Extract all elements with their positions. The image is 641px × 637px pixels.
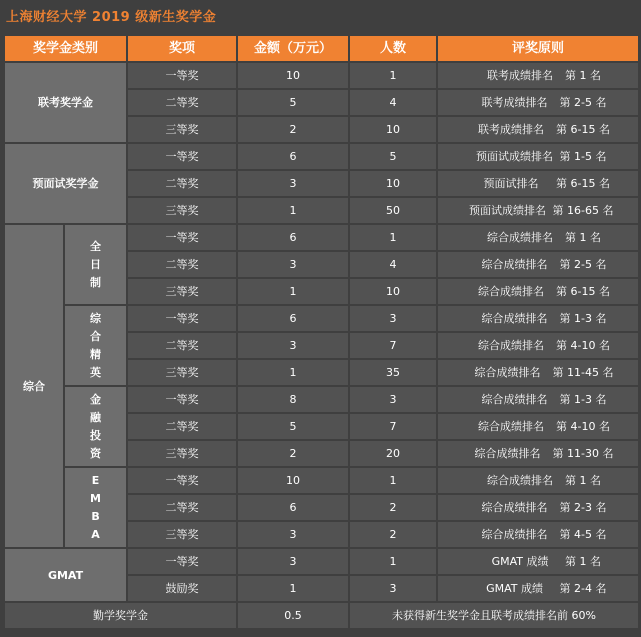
table-header-row [5, 36, 638, 61]
count-cell: 1 [350, 63, 436, 88]
amount-cell: 5 [238, 90, 348, 115]
table-row [5, 468, 638, 493]
header-award: 奖项 [128, 36, 236, 61]
header-count: 人数 [350, 36, 436, 61]
footer-note: 未获得新生奖学金且联考成绩排名前 60% [350, 603, 638, 628]
award-cell: 三等奖 [128, 441, 236, 466]
amount-cell: 2 [238, 117, 348, 142]
basis-cell: 预面试排名 第 6-15 名 [438, 171, 638, 196]
group-yumian: 预面试奖学金 [5, 144, 126, 223]
basis-cell: 综合成绩排名 第 6-15 名 [438, 279, 638, 304]
page-title: 上海财经大学 2019 级新生奖学金 [6, 10, 217, 25]
table-row [5, 63, 638, 88]
table-footer-row [5, 603, 638, 628]
count-cell: 1 [350, 225, 436, 250]
basis-cell: 综合成绩排名 第 1-3 名 [438, 306, 638, 331]
subgroup-zonghejingying: 综 合 精 英 [65, 306, 126, 385]
amount-cell: 3 [238, 333, 348, 358]
award-cell: 一等奖 [128, 387, 236, 412]
header-amount: 金额（万元） [238, 36, 348, 61]
count-cell: 1 [350, 549, 436, 574]
amount-cell: 3 [238, 549, 348, 574]
count-cell: 7 [350, 414, 436, 439]
subgroup-jinrongtouzi: 金 融 投 资 [65, 387, 126, 466]
amount-cell: 6 [238, 225, 348, 250]
amount-cell: 3 [238, 522, 348, 547]
basis-cell: 综合成绩排名 第 1 名 [438, 468, 638, 493]
count-cell: 35 [350, 360, 436, 385]
award-cell: 一等奖 [128, 549, 236, 574]
count-cell: 10 [350, 279, 436, 304]
award-cell: 一等奖 [128, 225, 236, 250]
count-cell: 50 [350, 198, 436, 223]
basis-cell: 综合成绩排名 第 1 名 [438, 225, 638, 250]
count-cell: 7 [350, 333, 436, 358]
award-cell: 一等奖 [128, 468, 236, 493]
subgroup-emba: E M B A [65, 468, 126, 547]
award-cell: 一等奖 [128, 306, 236, 331]
basis-cell: GMAT 成绩 第 2-4 名 [438, 576, 638, 601]
amount-cell: 10 [238, 63, 348, 88]
amount-cell: 10 [238, 468, 348, 493]
amount-cell: 5 [238, 414, 348, 439]
basis-cell: 联考成绩排名 第 2-5 名 [438, 90, 638, 115]
group-zonghe: 综合 [5, 225, 63, 547]
count-cell: 3 [350, 306, 436, 331]
scholarship-table [3, 34, 640, 630]
amount-cell: 3 [238, 252, 348, 277]
basis-cell: 综合成绩排名 第 11-30 名 [438, 441, 638, 466]
count-cell: 4 [350, 90, 436, 115]
count-cell: 10 [350, 117, 436, 142]
footer-category: 勤学奖学金 [5, 603, 236, 628]
group-liankao: 联考奖学金 [5, 63, 126, 142]
basis-cell: 联考成绩排名 第 1 名 [438, 63, 638, 88]
award-cell: 三等奖 [128, 279, 236, 304]
count-cell: 2 [350, 522, 436, 547]
basis-cell: 综合成绩排名 第 4-10 名 [438, 414, 638, 439]
award-cell: 二等奖 [128, 414, 236, 439]
table-row [5, 387, 638, 412]
basis-cell: 综合成绩排名 第 4-5 名 [438, 522, 638, 547]
basis-cell: 综合成绩排名 第 2-5 名 [438, 252, 638, 277]
amount-cell: 6 [238, 144, 348, 169]
footer-amount: 0.5 [238, 603, 348, 628]
basis-cell: 综合成绩排名 第 1-3 名 [438, 387, 638, 412]
count-cell: 3 [350, 387, 436, 412]
amount-cell: 1 [238, 198, 348, 223]
count-cell: 1 [350, 468, 436, 493]
amount-cell: 6 [238, 495, 348, 520]
award-cell: 二等奖 [128, 495, 236, 520]
basis-cell: 联考成绩排名 第 6-15 名 [438, 117, 638, 142]
amount-cell: 8 [238, 387, 348, 412]
award-cell: 一等奖 [128, 63, 236, 88]
count-cell: 5 [350, 144, 436, 169]
count-cell: 3 [350, 576, 436, 601]
count-cell: 20 [350, 441, 436, 466]
basis-cell: 综合成绩排名 第 2-3 名 [438, 495, 638, 520]
table-row [5, 306, 638, 331]
basis-cell: 预面试成绩排名 第 1-5 名 [438, 144, 638, 169]
basis-cell: GMAT 成绩 第 1 名 [438, 549, 638, 574]
header-category: 奖学金类别 [5, 36, 126, 61]
award-cell: 二等奖 [128, 90, 236, 115]
group-gmat: GMAT [5, 549, 126, 601]
amount-cell: 6 [238, 306, 348, 331]
amount-cell: 2 [238, 441, 348, 466]
amount-cell: 3 [238, 171, 348, 196]
count-cell: 2 [350, 495, 436, 520]
award-cell: 三等奖 [128, 198, 236, 223]
header-basis: 评奖原则 [438, 36, 638, 61]
award-cell: 一等奖 [128, 144, 236, 169]
count-cell: 4 [350, 252, 436, 277]
count-cell: 10 [350, 171, 436, 196]
amount-cell: 1 [238, 279, 348, 304]
award-cell: 三等奖 [128, 360, 236, 385]
table-row [5, 225, 638, 250]
basis-cell: 综合成绩排名 第 11-45 名 [438, 360, 638, 385]
award-cell: 鼓励奖 [128, 576, 236, 601]
award-cell: 三等奖 [128, 117, 236, 142]
award-cell: 二等奖 [128, 252, 236, 277]
basis-cell: 综合成绩排名 第 4-10 名 [438, 333, 638, 358]
award-cell: 三等奖 [128, 522, 236, 547]
amount-cell: 1 [238, 576, 348, 601]
amount-cell: 1 [238, 360, 348, 385]
subgroup-quanrizhi: 全 日 制 [65, 225, 126, 304]
table-row [5, 144, 638, 169]
table-row [5, 549, 638, 574]
award-cell: 二等奖 [128, 171, 236, 196]
award-cell: 二等奖 [128, 333, 236, 358]
basis-cell: 预面试成绩排名 第 16-65 名 [438, 198, 638, 223]
